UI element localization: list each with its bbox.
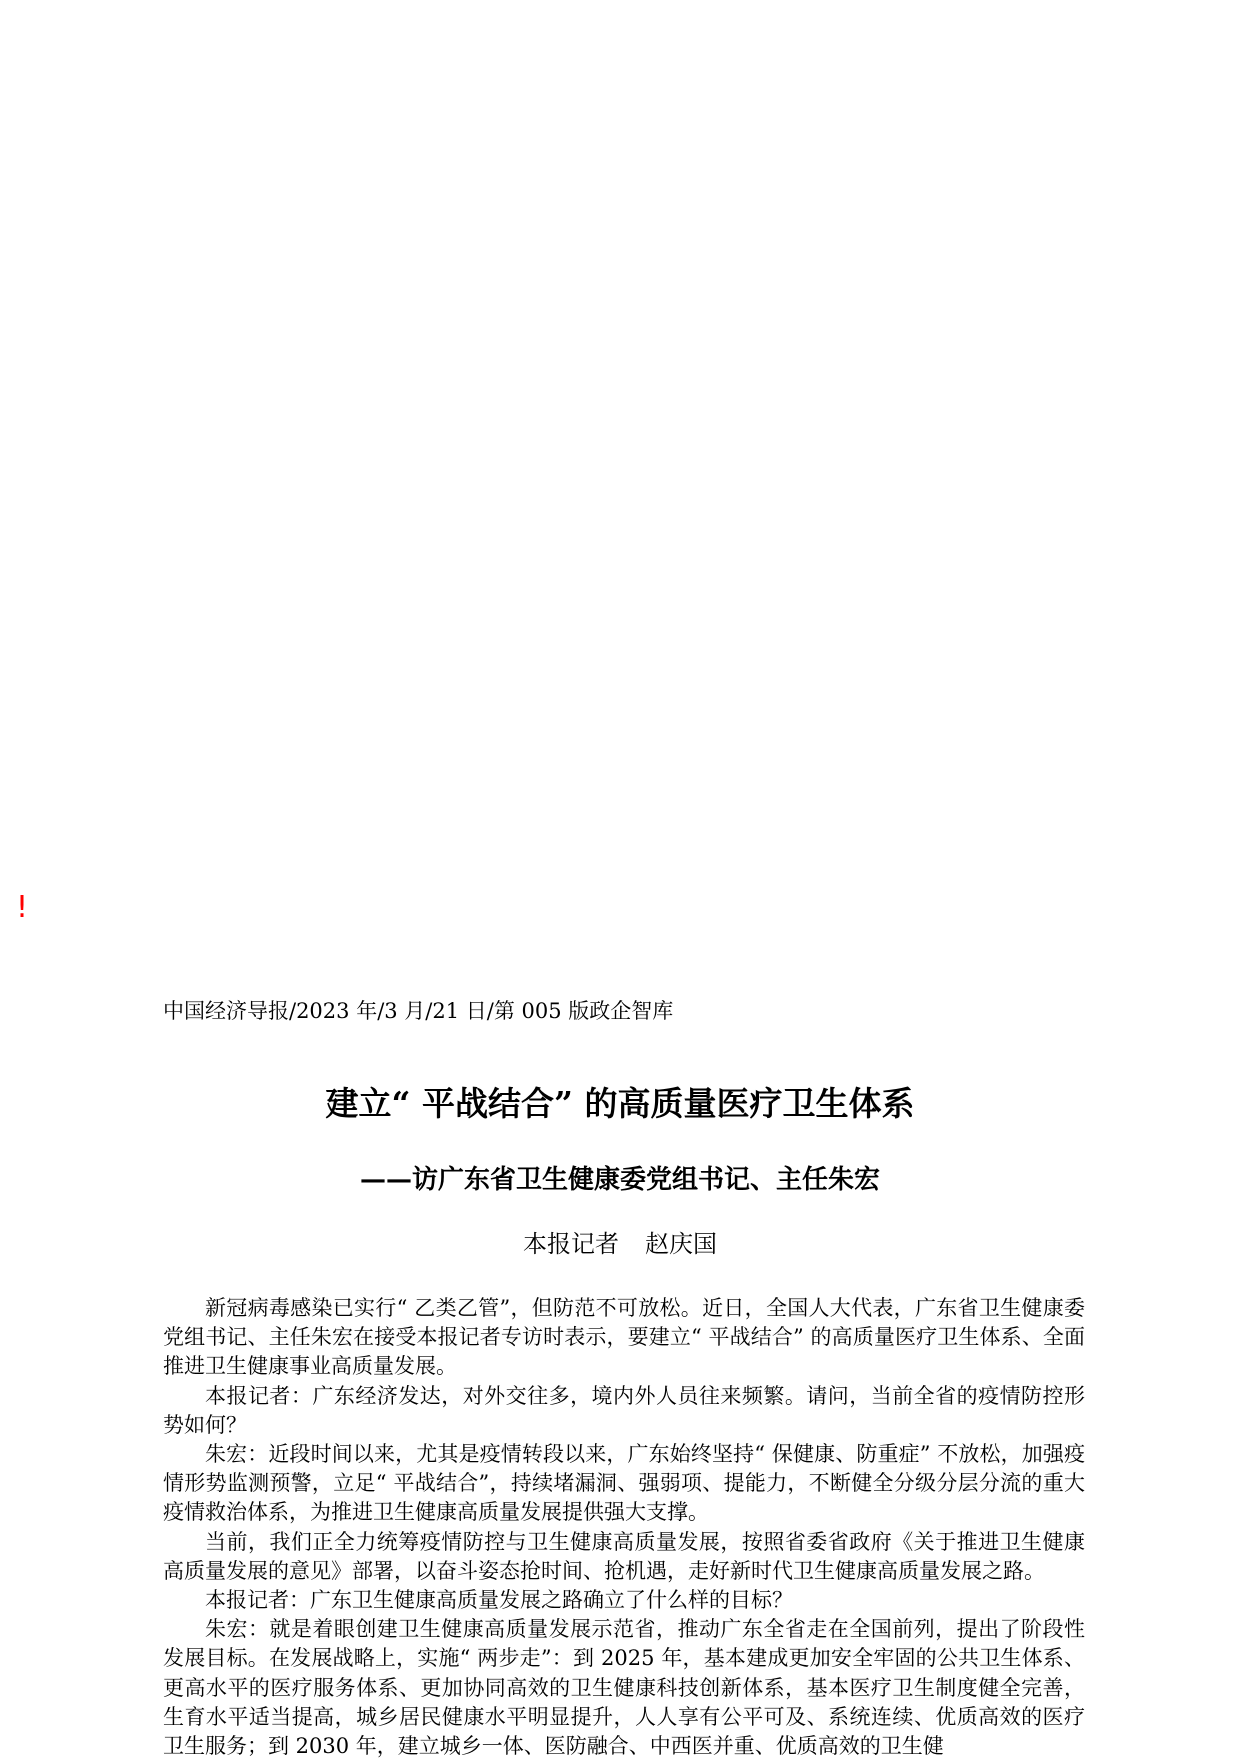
source-line: 中国经济导报/2023 年/3 月/21 日/第 005 版政企智库 (163, 999, 674, 1023)
paragraph-question-1: 本报记者：广东经济发达，对外交往多，境内外人员往来频繁。请问，当前全省的疫情防控形势如何？ (163, 1383, 1085, 1437)
byline-role: 本报记者 (523, 1230, 619, 1258)
paragraph-answer-1: 朱宏：近段时间以来，尤其是疫情转段以来，广东始终坚持“ 保健康、防重症” 不放松，加强疫情形势监测预警，立足“ 平战结合”，持续堵漏洞、强弱项、提能力，不断健全分级分层分流的重大疫情救治体系，为推进卫生健康高质量发展提供强大支撑。 (163, 1442, 1085, 1525)
byline (0, 1226, 1240, 1262)
paragraph-answer-1-cont: 当前，我们正全力统筹疫情防控与卫生健康高质量发展，按照省委省政府《关于推进卫生健康高质量发展的意见》部署，以奋斗姿态抢时间、抢机遇，走好新时代卫生健康高质量发展之路。 (163, 1529, 1085, 1583)
paragraph-answer-2: 朱宏：就是着眼创建卫生健康高质量发展示范省，推动广东全省走在全国前列，提出了阶段性发展目标。在发展战略上，实施“ 两步走”：到 2025 年，基本建成更加安全牢固的公共卫生体系、更高水平的医疗服务体系、更加协同高效的卫生健康科技创新体系，基本医疗卫生制度健全完善，生育水平适当提高，城乡居民健康水平明显提升，人人享有公平可及、系统连续、优质高效的医疗卫生服务；到 2030 年，建立城乡一体、医防融合、中西医并重、优质高效的卫生健 (163, 1617, 1085, 1759)
paragraph-intro: 新冠病毒感染已实行“ 乙类乙管”，但防范不可放松。近日，全国人大代表，广东省卫生健康委党组书记、主任朱宏在接受本报记者专访时表示，要建立“ 平战结合” 的高质量医疗卫生体系、全面推进卫生健康事业高质量发展。 (163, 1296, 1085, 1379)
byline-name: 赵庆国 (645, 1230, 717, 1258)
paragraph-question-2: 本报记者：广东卫生健康高质量发展之路确立了什么样的目标？ (205, 1588, 793, 1613)
red-exclamation-mark: ! (16, 890, 29, 925)
article-subtitle: ——访广东省卫生健康委党组书记、主任朱宏 (359, 1165, 880, 1195)
article-body (163, 1294, 1085, 1761)
article-title: 建立“ 平战结合” 的高质量医疗卫生体系 (325, 1084, 915, 1123)
